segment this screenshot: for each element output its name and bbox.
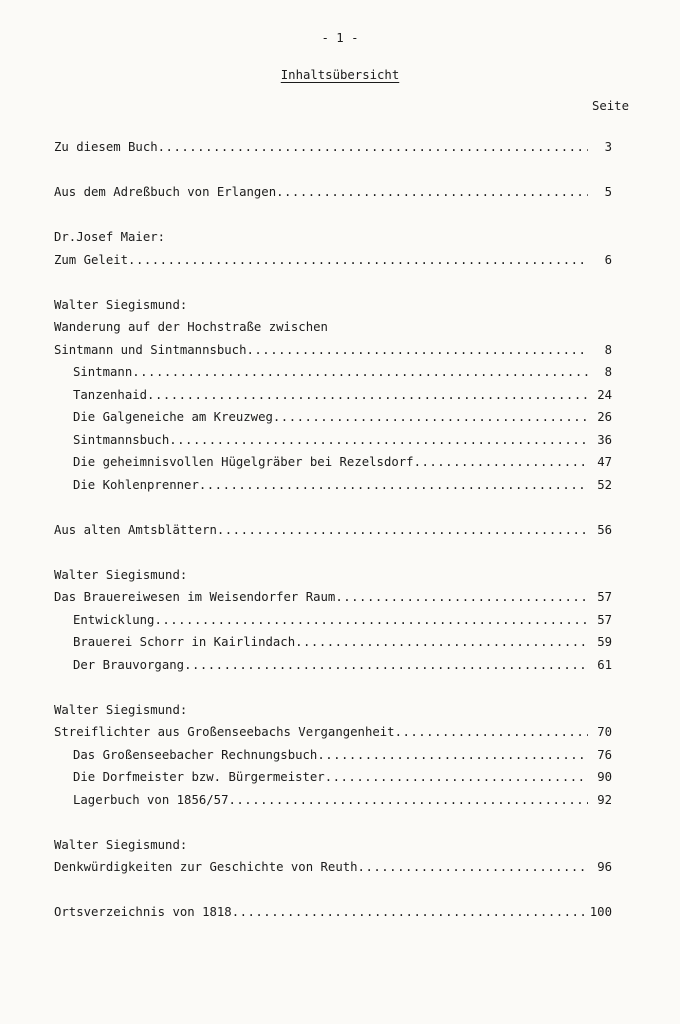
- title-text: Inhaltsübersicht: [280, 68, 400, 82]
- toc-subentry-title: Sintmann: [73, 365, 133, 379]
- toc-subentry: [54, 406, 612, 429]
- toc-leader: [228, 789, 588, 812]
- toc-leader: [358, 856, 588, 879]
- toc-entry: [54, 181, 612, 204]
- table-of-contents: [54, 136, 612, 924]
- toc-entry-author: Walter Siegismund:: [54, 702, 188, 717]
- toc-subentry-title: Entwicklung: [73, 612, 155, 627]
- toc-entry: [54, 721, 612, 744]
- toc-entry-title: Zum Geleit: [54, 252, 129, 267]
- toc-entry-author: Walter Siegismund:: [54, 567, 188, 582]
- toc-entry-page: 100: [589, 905, 612, 919]
- toc-leader: [276, 181, 588, 204]
- toc-entry: [54, 586, 612, 609]
- toc-leader: [154, 609, 588, 632]
- toc-entry-title: Aus alten Amtsblättern: [54, 522, 217, 537]
- toc-leader: [317, 744, 588, 767]
- toc-entry-title: Ortsverzeichnis von 1818: [54, 905, 232, 919]
- toc-subentry: [54, 789, 612, 812]
- toc-leader: [395, 721, 588, 744]
- toc-entry-page: 5: [604, 185, 612, 199]
- toc-entry-author: Walter Siegismund:: [54, 837, 188, 852]
- toc-leader: [414, 451, 588, 474]
- toc-entry-page: 70: [597, 725, 612, 739]
- toc-leader: [158, 136, 588, 159]
- toc-entry-page: 3: [604, 140, 612, 154]
- toc-leader: [325, 766, 588, 789]
- toc-subentry: [54, 744, 612, 767]
- toc-subentry-title: Tanzenhaid: [73, 387, 148, 402]
- toc-entry-title: Sintmann und Sintmannsbuch: [54, 342, 247, 357]
- toc-leader: [247, 339, 589, 362]
- toc-entry-page: 96: [597, 860, 612, 874]
- toc-entry-title: Denkwürdigkeiten zur Geschichte von Reuth: [54, 860, 358, 874]
- toc-subentry-page: 26: [597, 410, 612, 424]
- toc-leader: [169, 429, 588, 452]
- toc-subentry-title: Die Kohlenprenner: [73, 477, 199, 492]
- toc-subentry: [54, 361, 612, 384]
- toc-subentry-page: 24: [597, 387, 612, 402]
- toc-leader: [199, 474, 588, 497]
- page-number: - 1 -: [321, 31, 359, 45]
- toc-subentry-title: Lagerbuch von 1856/57: [73, 792, 229, 807]
- toc-subentry: [54, 766, 612, 789]
- page-title: [0, 68, 680, 82]
- toc-subentry: [54, 429, 612, 452]
- toc-subentry-page: 59: [597, 635, 612, 649]
- toc-entry-title: Streiflichter aus Großenseebachs Vergangenheit: [54, 725, 395, 739]
- toc-subentry-title: Das Großenseebacher Rechnungsbuch: [73, 747, 318, 762]
- toc-subentry-page: 47: [597, 455, 612, 469]
- toc-leader: [128, 249, 588, 272]
- toc-entry-author: Dr.Josef Maier:: [54, 230, 166, 244]
- toc-leader: [132, 361, 588, 384]
- toc-subentry-page: 52: [597, 477, 612, 492]
- toc-subentry-title: Sintmannsbuch: [73, 432, 170, 447]
- toc-leader: [184, 654, 588, 677]
- toc-entry-page: 8: [604, 342, 612, 357]
- toc-subentry-page: 92: [597, 792, 612, 807]
- toc-entry: [54, 339, 612, 362]
- toc-leader: [273, 406, 588, 429]
- toc-leader: [217, 519, 588, 542]
- toc-subentry-page: 8: [604, 365, 612, 379]
- toc-subentry: [54, 451, 612, 474]
- toc-subentry-page: 76: [597, 747, 612, 762]
- toc-entry-title: Aus dem Adreßbuch von Erlangen: [54, 185, 277, 199]
- toc-entry: [54, 901, 612, 924]
- toc-entry-page: 6: [604, 252, 612, 267]
- toc-subentry-title: Brauerei Schorr in Kairlindach: [73, 635, 296, 649]
- toc-subentry-title: Die Galgeneiche am Kreuzweg: [73, 410, 273, 424]
- toc-entry: [54, 519, 612, 542]
- toc-entry-title: Das Brauereiwesen im Weisendorfer Raum: [54, 590, 336, 604]
- toc-entry: [54, 856, 612, 879]
- toc-leader: [295, 631, 588, 654]
- toc-subentry-title: Die geheimnisvollen Hügelgräber bei Rezelsdorf: [73, 455, 414, 469]
- toc-subentry: [54, 631, 612, 654]
- toc-leader: [335, 586, 588, 609]
- toc-subentry-page: 57: [597, 612, 612, 627]
- toc-subentry-page: 90: [597, 770, 612, 784]
- page-column-label: Seite: [591, 99, 629, 113]
- toc-subentry: [54, 654, 612, 677]
- toc-entry-page: 56: [597, 522, 612, 537]
- toc-entry: [54, 249, 612, 272]
- toc-entry: [54, 136, 612, 159]
- toc-subentry-title: Der Brauvorgang: [73, 657, 185, 672]
- toc-subentry: [54, 609, 612, 632]
- toc-entry-title-line: Wanderung auf der Hochstraße zwischen: [54, 320, 328, 334]
- toc-entry-author: Walter Siegismund:: [54, 297, 188, 312]
- toc-subentry-page: 61: [597, 657, 612, 672]
- toc-subentry-title: Die Dorfmeister bzw. Bürgermeister: [73, 770, 325, 784]
- toc-leader: [232, 901, 588, 924]
- toc-subentry: [54, 474, 612, 497]
- toc-entry-title: Zu diesem Buch: [54, 140, 158, 154]
- toc-leader: [147, 384, 588, 407]
- toc-subentry: [54, 384, 612, 407]
- toc-subentry-page: 36: [597, 432, 612, 447]
- toc-entry-page: 57: [597, 590, 612, 604]
